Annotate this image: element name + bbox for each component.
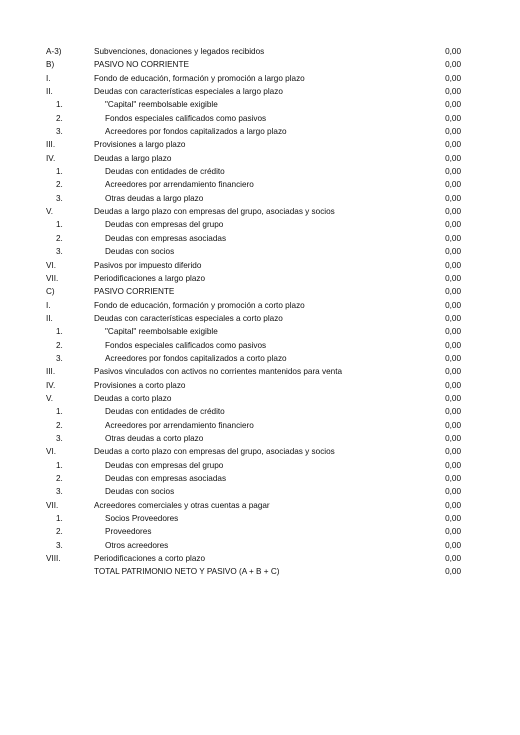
row-code: 2. — [56, 527, 63, 537]
row-label: Deudas con empresas asociadas — [105, 233, 227, 243]
row-code: 3. — [56, 127, 63, 137]
table-row — [0, 192, 520, 205]
row-label: Fondo de educación, formación y promoción a largo plazo — [94, 73, 305, 83]
row-label: Deudas con empresas del grupo — [105, 460, 224, 470]
table-row — [0, 138, 520, 151]
row-label: Fondo de educación, formación y promoción a corto plazo — [94, 300, 305, 310]
row-label: Deudas a corto plazo con empresas del grupo, asociadas y socios — [94, 447, 335, 457]
row-label: Pasivos vinculados con activos no corrientes mantenidos para venta — [94, 367, 343, 377]
row-code: 1. — [56, 220, 63, 230]
row-label: "Capital" reembolsable exigible — [105, 100, 218, 110]
row-value: 0,00 — [445, 273, 461, 283]
table-row — [0, 565, 520, 578]
row-code: 2. — [56, 420, 63, 430]
table-row — [0, 539, 520, 552]
table-row — [0, 339, 520, 352]
row-code: B) — [46, 60, 55, 70]
row-label: Fondos especiales calificados como pasivos — [105, 113, 267, 123]
row-value: 0,00 — [445, 367, 461, 377]
row-label: Otros acreedores — [105, 540, 169, 550]
table-row — [0, 525, 520, 538]
row-code: IV. — [46, 380, 56, 390]
row-label: Otras deudas a largo plazo — [105, 193, 204, 203]
row-value: 0,00 — [445, 554, 461, 564]
table-row — [0, 205, 520, 218]
row-label: Provisiones a corto plazo — [94, 380, 186, 390]
table-row — [0, 45, 520, 58]
row-value: 0,00 — [445, 60, 461, 70]
row-code: I. — [46, 300, 51, 310]
row-label: Acreedores por fondos capitalizados a largo plazo — [105, 127, 287, 137]
row-label: Acreedores por arrendamiento financiero — [105, 420, 254, 430]
row-code: C) — [46, 287, 55, 297]
row-value: 0,00 — [445, 140, 461, 150]
row-code: VI. — [46, 260, 57, 270]
row-code: VII. — [46, 500, 59, 510]
row-value: 0,00 — [445, 380, 461, 390]
row-value: 0,00 — [445, 127, 461, 137]
row-value: 0,00 — [445, 313, 461, 323]
table-row — [0, 445, 520, 458]
row-code: 2. — [56, 180, 63, 190]
table-row — [0, 85, 520, 98]
table-row — [0, 365, 520, 378]
row-value: 0,00 — [445, 153, 461, 163]
row-code: 2. — [56, 233, 63, 243]
table-row — [0, 485, 520, 498]
row-value: 0,00 — [445, 353, 461, 363]
row-label: PASIVO CORRIENTE — [94, 287, 175, 297]
row-label: Otras deudas a corto plazo — [105, 433, 204, 443]
row-label: Deudas a largo plazo con empresas del grupo, asociadas y socios — [94, 207, 335, 217]
row-label: Periodificaciones a corto plazo — [94, 554, 206, 564]
row-value: 0,00 — [445, 433, 461, 443]
row-value: 0,00 — [445, 500, 461, 510]
row-code: 3. — [56, 193, 63, 203]
row-value: 0,00 — [445, 514, 461, 524]
row-code: IV. — [46, 153, 56, 163]
row-value: 0,00 — [445, 393, 461, 403]
row-code: V. — [46, 393, 53, 403]
row-value: 0,00 — [445, 447, 461, 457]
row-code: VIII. — [46, 554, 61, 564]
table-row — [0, 379, 520, 392]
row-value: 0,00 — [445, 474, 461, 483]
row-label: Fondos especiales calificados como pasivos — [105, 340, 267, 350]
table-row — [0, 512, 520, 525]
row-label: Deudas con empresas asociadas — [105, 474, 227, 483]
row-value: 0,00 — [445, 87, 461, 97]
row-value: 0,00 — [445, 247, 461, 257]
row-code: II. — [46, 87, 53, 97]
table-row — [0, 285, 520, 298]
row-code: 3. — [56, 353, 63, 363]
row-code: VII. — [46, 273, 59, 283]
row-code: 2. — [56, 474, 63, 483]
row-code: 3. — [56, 433, 63, 443]
row-value: 0,00 — [445, 300, 461, 310]
row-code: 2. — [56, 113, 63, 123]
row-label: Deudas con características especiales a corto plazo — [94, 313, 283, 323]
row-code: VI. — [46, 447, 57, 457]
row-code: 3. — [56, 247, 63, 257]
row-value: 0,00 — [445, 327, 461, 337]
row-code: 3. — [56, 540, 63, 550]
row-label: Acreedores comerciales y otras cuentas a pagar — [94, 500, 270, 510]
row-code: 3. — [56, 487, 63, 497]
row-code: 1. — [56, 514, 63, 524]
row-label: PASIVO NO CORRIENTE — [94, 60, 189, 70]
table-row — [0, 152, 520, 165]
table-row — [0, 312, 520, 325]
row-value: 0,00 — [445, 180, 461, 190]
row-label: Pasivos por impuesto diferido — [94, 260, 202, 270]
balance-sheet-table — [0, 45, 520, 579]
row-value: 0,00 — [445, 113, 461, 123]
row-label: "Capital" reembolsable exigible — [105, 327, 218, 337]
table-row — [0, 499, 520, 512]
row-value: 0,00 — [445, 167, 461, 177]
row-label: Socios Proveedores — [105, 514, 179, 524]
row-value: 0,00 — [445, 340, 461, 350]
row-value: 0,00 — [445, 407, 461, 417]
row-code: 2. — [56, 340, 63, 350]
table-row — [0, 472, 520, 485]
row-code: V. — [46, 207, 53, 217]
row-value: 0,00 — [445, 233, 461, 243]
table-row — [0, 259, 520, 272]
table-row — [0, 232, 520, 245]
table-row — [0, 419, 520, 432]
row-code: 1. — [56, 327, 63, 337]
row-value: 0,00 — [445, 527, 461, 537]
balance-sheet-rows — [0, 45, 520, 579]
row-code: 1. — [56, 407, 63, 417]
row-label: Deudas con entidades de crédito — [105, 407, 225, 417]
row-code: 1. — [56, 100, 63, 110]
table-row — [0, 218, 520, 231]
row-code: I. — [46, 73, 51, 83]
row-value: 0,00 — [445, 220, 461, 230]
table-row — [0, 272, 520, 285]
row-code: II. — [46, 313, 53, 323]
row-label: TOTAL PATRIMONIO NETO Y PASIVO (A + B + C) — [94, 567, 280, 577]
table-row — [0, 245, 520, 258]
row-label: Deudas a largo plazo — [94, 153, 172, 163]
row-value: 0,00 — [445, 567, 461, 577]
table-row — [0, 125, 520, 138]
row-value: 0,00 — [445, 193, 461, 203]
table-row — [0, 98, 520, 111]
table-row — [0, 165, 520, 178]
table-row — [0, 299, 520, 312]
row-label: Deudas con empresas del grupo — [105, 220, 224, 230]
row-label: Deudas con socios — [105, 487, 175, 497]
row-code: A-3) — [46, 47, 62, 56]
table-row — [0, 325, 520, 338]
table-row — [0, 352, 520, 365]
row-value: 0,00 — [445, 287, 461, 297]
row-value: 0,00 — [445, 540, 461, 550]
row-label: Provisiones a largo plazo — [94, 140, 186, 150]
row-label: Acreedores por fondos capitalizados a corto plazo — [105, 353, 287, 363]
table-row — [0, 459, 520, 472]
row-label: Deudas con socios — [105, 247, 175, 257]
row-value: 0,00 — [445, 207, 461, 217]
table-row — [0, 178, 520, 191]
table-row — [0, 58, 520, 71]
row-value: 0,00 — [445, 100, 461, 110]
row-label: Acreedores por arrendamiento financiero — [105, 180, 254, 190]
row-label: Subvenciones, donaciones y legados recibidos — [94, 47, 265, 56]
row-code: III. — [46, 140, 56, 150]
row-code: 1. — [56, 167, 63, 177]
row-label: Deudas a corto plazo — [94, 393, 172, 403]
row-value: 0,00 — [445, 73, 461, 83]
row-value: 0,00 — [445, 260, 461, 270]
row-value: 0,00 — [445, 487, 461, 497]
row-label: Deudas con características especiales a largo plazo — [94, 87, 283, 97]
row-value: 0,00 — [445, 420, 461, 430]
row-value: 0,00 — [445, 460, 461, 470]
table-row — [0, 552, 520, 565]
row-label: Proveedores — [105, 527, 152, 537]
row-label: Deudas con entidades de crédito — [105, 167, 225, 177]
table-row — [0, 405, 520, 418]
table-row — [0, 112, 520, 125]
table-row — [0, 392, 520, 405]
table-row — [0, 72, 520, 85]
row-value: 0,00 — [445, 47, 461, 56]
row-code: 1. — [56, 460, 63, 470]
row-code: III. — [46, 367, 56, 377]
table-row — [0, 432, 520, 445]
row-label: Periodificaciones a largo plazo — [94, 273, 206, 283]
